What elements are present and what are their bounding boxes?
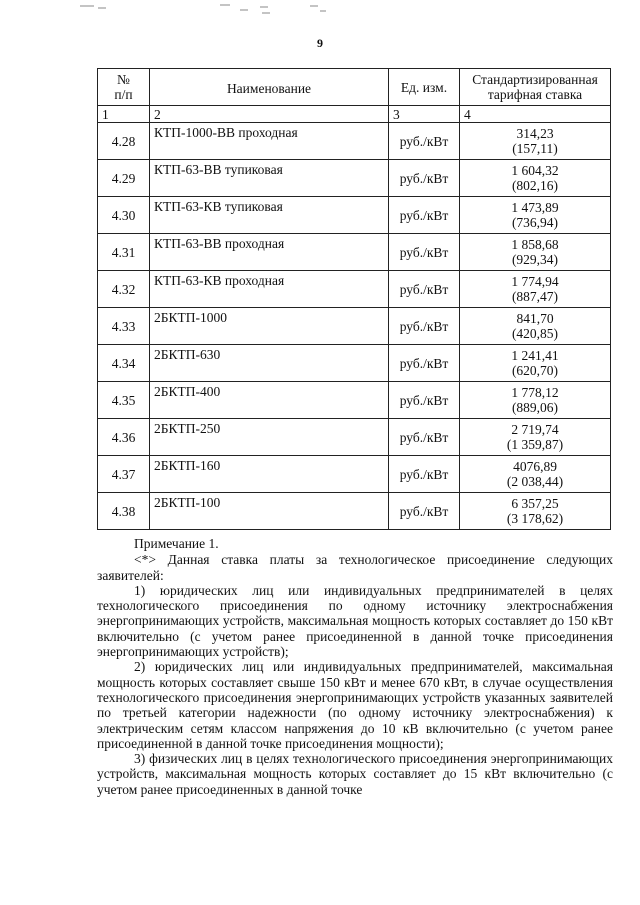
row-number: 4.29 [98, 160, 150, 197]
rate-value: 1 778,12 [511, 385, 559, 400]
note-item-1: 1) юридических лиц или индивидуальных предпринимателей в целях технологического присоединения по одному источнику электроснабжения энергопринимающих устройств, максимальная мощность которых составляет до 150 кВт включительно (с учетом ранее присоединенной в данной точке присоединения энергопринимающих устройств); [97, 582, 613, 660]
note-item-3: 3) физических лиц в целях технологического присоединения энергопринимающих устройств, максимальная мощность которых составляет до 15 кВт включительно (с учетом ранее присоединенных в данной точке [97, 751, 613, 797]
table-row [98, 271, 611, 308]
rate-value: 4076,89 [513, 459, 557, 474]
rate-value: 1 858,68 [511, 237, 559, 252]
row-unit: руб./кВт [389, 493, 460, 530]
table-row [98, 345, 611, 382]
table-row [98, 493, 611, 530]
rate-value-paren: (620,70) [511, 363, 559, 378]
row-number: 4.36 [98, 419, 150, 456]
row-unit: руб./кВт [389, 419, 460, 456]
row-rate [460, 234, 611, 271]
note-title: Примечание 1. [134, 536, 219, 551]
page-number: 9 [317, 36, 323, 50]
row-name: 2БКТП-400 [150, 382, 389, 419]
row-unit: руб./кВт [389, 234, 460, 271]
table-header-row [98, 69, 611, 106]
rate-value-paren: (2 038,44) [506, 474, 564, 489]
note-section [97, 536, 613, 797]
row-name: 2БКТП-1000 [150, 308, 389, 345]
row-name: КТП-1000-ВВ проходная [150, 123, 389, 160]
row-rate [460, 308, 611, 345]
column-number: 1 [98, 106, 150, 123]
row-rate [460, 419, 611, 456]
rate-value-paren: (3 178,62) [506, 511, 564, 526]
row-name: КТП-63-ВВ тупиковая [150, 160, 389, 197]
row-rate [460, 271, 611, 308]
row-rate [460, 493, 611, 530]
rate-value-paren: (157,11) [512, 141, 558, 156]
rate-value-paren: (929,34) [511, 252, 559, 267]
row-name: КТП-63-КВ проходная [150, 271, 389, 308]
table-row [98, 382, 611, 419]
rate-value-paren: (420,85) [511, 326, 559, 341]
table-row [98, 123, 611, 160]
scan-artifact-marks [80, 2, 380, 18]
rate-value-paren: (802,16) [511, 178, 559, 193]
row-number: 4.35 [98, 382, 150, 419]
table-row [98, 308, 611, 345]
row-name: 2БКТП-250 [150, 419, 389, 456]
row-number: 4.38 [98, 493, 150, 530]
rate-value-paren: (887,47) [511, 289, 559, 304]
row-name: 2БКТП-160 [150, 456, 389, 493]
header-unit: Ед. изм. [389, 69, 460, 106]
row-number: 4.31 [98, 234, 150, 271]
row-number: 4.32 [98, 271, 150, 308]
row-unit: руб./кВт [389, 345, 460, 382]
rate-value: 1 774,94 [511, 274, 559, 289]
note-intro: <*> Данная ставка платы за технологическое присоединение следующих заявителей: [97, 552, 613, 583]
row-rate [460, 197, 611, 234]
row-number: 4.37 [98, 456, 150, 493]
header-name: Наименование [150, 69, 389, 106]
header-rate: Стандартизированная тарифная ставка [460, 69, 611, 106]
row-number: 4.28 [98, 123, 150, 160]
column-number: 2 [150, 106, 389, 123]
row-rate [460, 456, 611, 493]
rate-value: 1 473,89 [511, 200, 559, 215]
row-rate [460, 123, 611, 160]
row-name: 2БКТП-100 [150, 493, 389, 530]
row-unit: руб./кВт [389, 382, 460, 419]
tariff-table [97, 68, 611, 530]
column-number-row [98, 106, 611, 123]
rate-value-paren: (1 359,87) [506, 437, 564, 452]
rate-value-paren: (889,06) [511, 400, 559, 415]
row-name: 2БКТП-630 [150, 345, 389, 382]
rate-value: 6 357,25 [511, 496, 559, 511]
row-number: 4.33 [98, 308, 150, 345]
rate-value: 841,70 [516, 311, 554, 326]
row-rate [460, 345, 611, 382]
row-unit: руб./кВт [389, 308, 460, 345]
table-row [98, 197, 611, 234]
row-unit: руб./кВт [389, 123, 460, 160]
row-number: 4.34 [98, 345, 150, 382]
table-row [98, 419, 611, 456]
row-number: 4.30 [98, 197, 150, 234]
rate-value: 2 719,74 [511, 422, 559, 437]
row-name: КТП-63-КВ тупиковая [150, 197, 389, 234]
row-unit: руб./кВт [389, 160, 460, 197]
row-unit: руб./кВт [389, 197, 460, 234]
row-rate [460, 382, 611, 419]
row-unit: руб./кВт [389, 456, 460, 493]
row-name: КТП-63-ВВ проходная [150, 234, 389, 271]
rate-value: 1 241,41 [511, 348, 559, 363]
rate-value-paren: (736,94) [511, 215, 559, 230]
table-row [98, 456, 611, 493]
table-row [98, 234, 611, 271]
header-no: № п/п [98, 69, 150, 106]
row-unit: руб./кВт [389, 271, 460, 308]
note-item-2: 2) юридических лиц или индивидуальных предпринимателей, максимальная мощность которых составляет свыше 150 кВт и менее 670 кВт, в случае осуществления технологического присоединения энергопринимающих устройств указанных заявителей по третьей категории надежности (по одному источнику электроснабжения) к электрическим сетям классом напряжения до 10 кВ включительно (с учетом ранее присоединенной в данной точке присоединения мощности); [97, 659, 613, 751]
column-number: 3 [389, 106, 460, 123]
row-rate [460, 160, 611, 197]
rate-value: 314,23 [516, 126, 554, 141]
rate-value: 1 604,32 [511, 163, 559, 178]
column-number: 4 [460, 106, 611, 123]
table-row [98, 160, 611, 197]
